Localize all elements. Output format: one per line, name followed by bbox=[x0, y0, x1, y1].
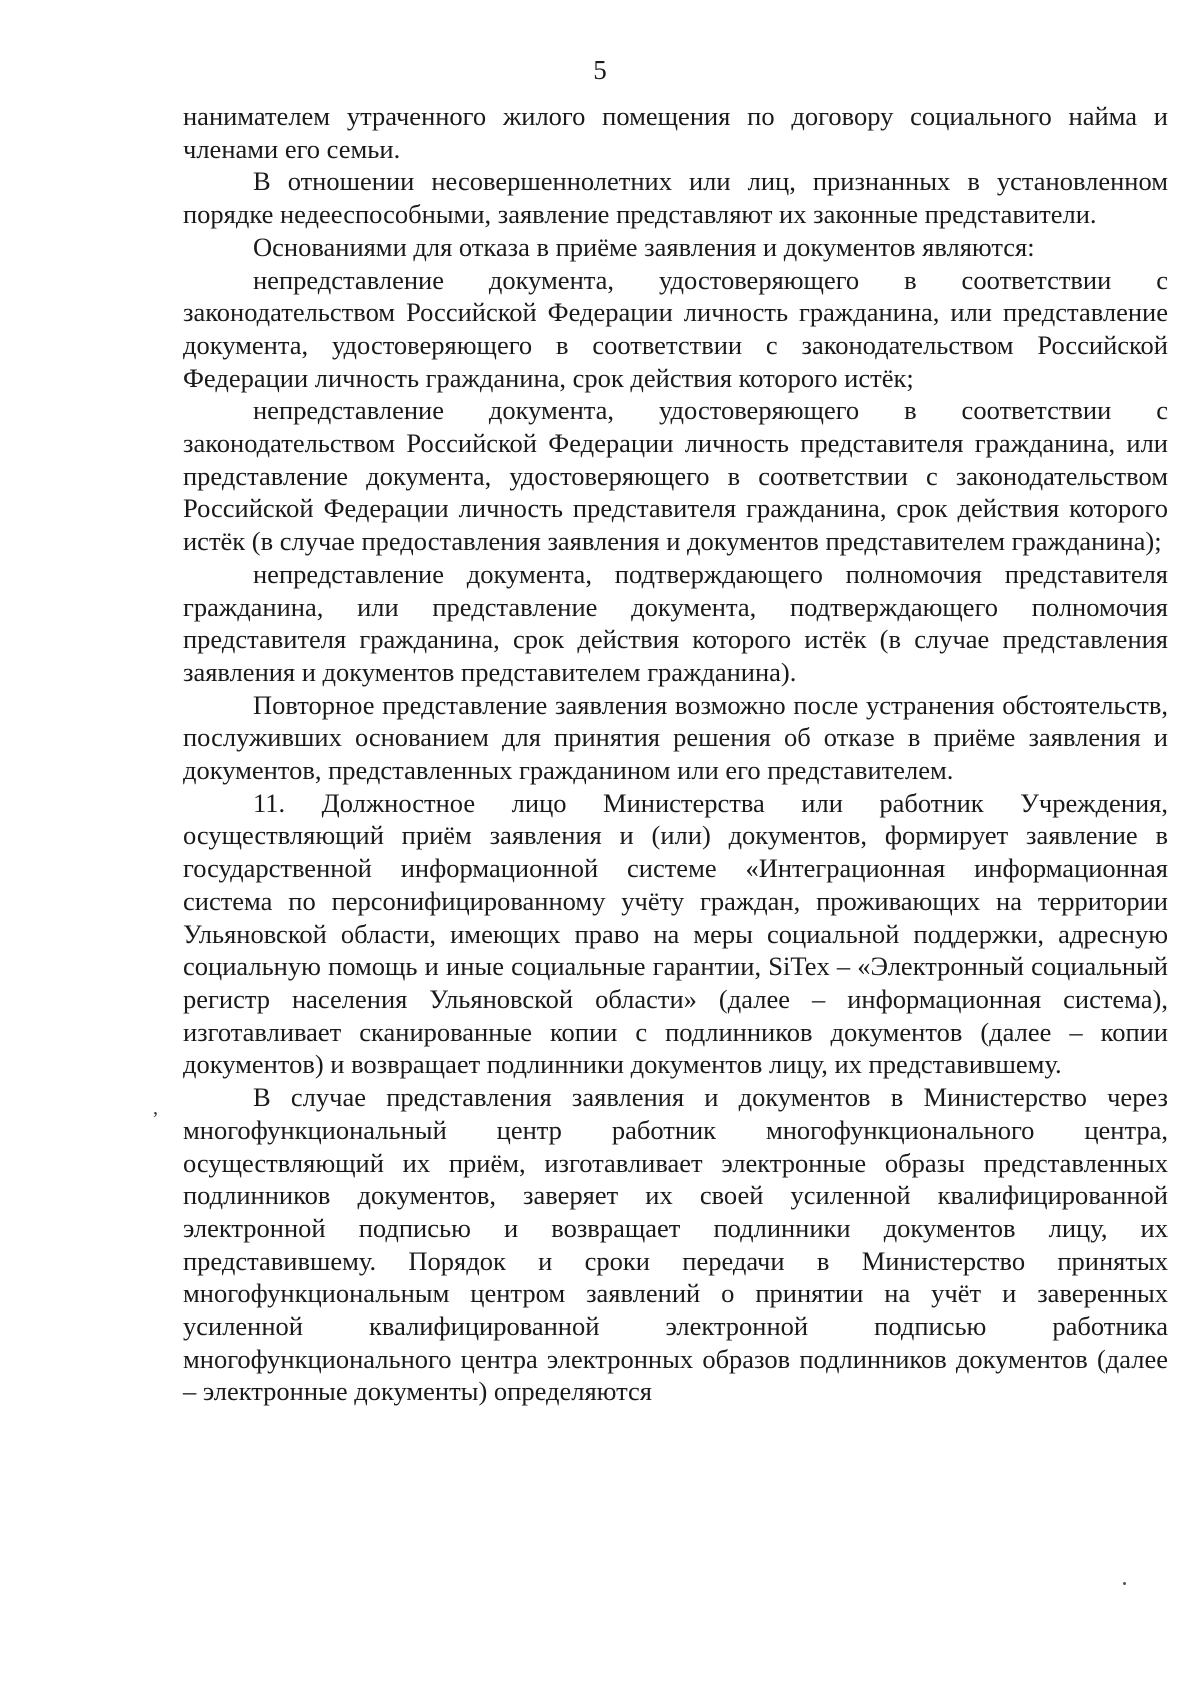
paragraph-refusal-grounds: Основаниями для отказа в приёме заявления и документов являются: bbox=[253, 231, 1035, 262]
paragraph-minors: В отношении несовершеннолетних или лиц, признанных в установленном порядке недееспособными, заявление представляют их законные представители. bbox=[183, 166, 1168, 230]
paragraph-continuation: нанимателем утраченного жилого помещения по договору социального найма и членами его семьи. bbox=[183, 101, 1168, 164]
margin-dot-mark bbox=[1123, 1582, 1126, 1585]
page-number: 5 bbox=[593, 55, 607, 85]
paragraph-clause-11: 11. Должностное лицо Министерства или работник Учреждения, осуществляющий приём заявления и (или) документов, формирует заявление в государственной информационной системе «Интеграционная информационная система по персонифицированному учёту граждан, проживающих на территории Ульяновской области, имеющих право на меры социальной поддержки, адресную социальную помощь и иные социальные гарантии, SiTex – «Электронный социальный регистр населения Ульяновской области» (далее – информационная система), изготавливает сканированные копии с подлинников документов (далее – копии документов) и возвращает подлинники документов лицу, их представившему. bbox=[183, 787, 1168, 1080]
document-body bbox=[183, 100, 1168, 1408]
margin-tick-mark: , bbox=[153, 1097, 158, 1119]
paragraph-refusal-item-3: непредставление документа, подтверждающего полномочия представителя гражданина, или представление документа, подтверждающего полномочия представителя гражданина, срок действия которого истёк (в случае представления заявления и документов представителем гражданина). bbox=[183, 558, 1168, 687]
paragraph-mfc: В случае представления заявления и документов в Министерство через многофункциональный центр работник многофункционального центра, осуществляющий их приём, изготавливает электронные образы представленных подлинников документов, заверяет их своей усиленной квалифицированной электронной подписью и возвращает подлинники документов лицу, их представившему. Порядок и сроки передачи в Министерство принятых многофункциональным центром заявлений о принятии на учёт и заверенных усиленной квалифицированной электронной подписью работника многофункционального центра электронных образов подлинников документов (далее – электронные документы) определяются bbox=[183, 1082, 1168, 1407]
paragraph-refusal-item-2: непредставление документа, удостоверяющего в соответствии с законодательством Российской Федерации личность представителя гражданина, или представление документа, удостоверяющего в соответствии с законодательством Российской Федерации личность представителя гражданина, срок действия которого истёк (в случае предоставления заявления и документов представителем гражданина); bbox=[183, 395, 1168, 557]
paragraph-repeat-submission: Повторное представление заявления возможно после устранения обстоятельств, послуживших основанием для принятия решения об отказе в приёме заявления и документов, представленных гражданином или его представителем. bbox=[183, 689, 1168, 786]
paragraph-refusal-item-1: непредставление документа, удостоверяющего в соответствии с законодательством Российской Федерации личность гражданина, или представление документа, удостоверяющего в соответствии с законодательством Российской Федерации личность гражданина, срок действия которого истёк; bbox=[183, 264, 1168, 393]
